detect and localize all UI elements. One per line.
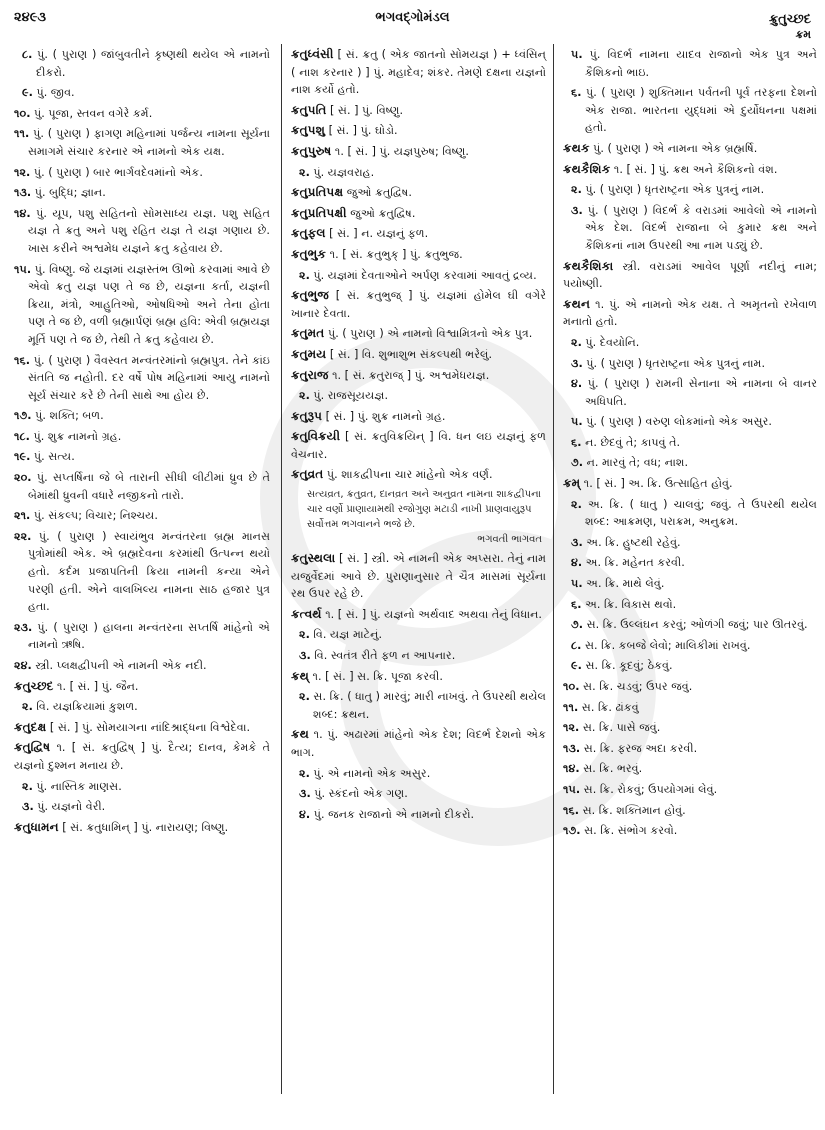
definition-text: પું. એ નામનો એક અસુર. (313, 766, 431, 780)
sense-number: ૨. (571, 497, 582, 511)
dictionary-entry (291, 102, 546, 120)
definition-text: [ સં. ] વિ. શુભાશુભ સંકલ્પથી ભરેલું. (329, 347, 493, 361)
sense-item (14, 698, 270, 716)
sense-number: ૨૦. (14, 471, 32, 485)
dictionary-entry (291, 246, 546, 264)
sense-number: ૩. (22, 800, 34, 814)
definition-text: ૧. [ સં. ] સ. ક્રિ. પૂજા કરવી. (312, 669, 443, 683)
sense-number: ૧૧. (563, 700, 579, 714)
sense-number: ૭. (571, 618, 584, 632)
sense-number: ૮. (22, 48, 33, 61)
definition-text: પું. ( પુરાણ ) વિદર્ભ કે વરાડમાં આવેલો એ નામનો એક દેશ. વિદર્ભ રાજાના બે કુમાર ક્રથ અને કૈશિકનાં નામ ઉપરથી આ નામ પડ્યું છે. (585, 203, 817, 252)
column-3 (563, 46, 817, 843)
sense-number: ૧૪. (14, 206, 31, 220)
sense-item (563, 699, 817, 717)
definition-text: સ. ક્રિ. ચડવું; ઉપર જવું. (583, 680, 693, 693)
definition-text: પું. સ્કંદનો એક ગણ. (314, 787, 408, 801)
sense-number: ૨. (299, 165, 310, 179)
definition-text: [ સં. ક્રતુ ( એક જાતનો સોમયજ્ઞ ) + ધ્વંસિન્ ( નાશ કરનાર ) ] પું. મહાદેવ; શંકર. તેમણે દક્ષના યજ્ઞનો નાશ કર્યો હતો. (291, 48, 547, 97)
sense-number: ૩. (571, 356, 583, 370)
definition-text: પું. શાકદ્વીપના ચાર માંહેનો એક વર્ણ. (326, 468, 493, 482)
column-divider (281, 44, 282, 1094)
sense-number: ૧૦. (563, 680, 580, 693)
dictionary-entry (291, 143, 546, 161)
sense-item (563, 760, 817, 778)
dictionary-entry (291, 668, 546, 686)
headword: ક્રથ્ (291, 668, 309, 683)
dictionary-entry (291, 225, 546, 243)
sense-number: ૧૨. (563, 721, 580, 735)
definition-text: [ સં. ક્રતુવિક્રયિન્ ] વિ. ધન લઇ યજ્ઞનું ફળ વેચનાર. (291, 430, 546, 461)
definition-text: જુઓ ક્રતુદ્વિષ. (350, 206, 416, 220)
headword: ક્રતુભુક (291, 246, 327, 261)
sense-item (291, 164, 546, 182)
sense-item (291, 647, 546, 665)
sense-item (291, 387, 546, 405)
sense-item (14, 105, 270, 123)
sense-item (14, 507, 270, 525)
sense-item (14, 84, 270, 102)
definition-text: પું. ( પુરાણ ) ધૃતરાષ્ટ્રના એક પુત્રનું નામ. (585, 183, 765, 197)
definition-text: પું. ( પુરાણ ) એ નામના એક બ્રહ્મર્ષિ. (593, 141, 758, 155)
dictionary-entry (291, 287, 546, 322)
sense-item (14, 352, 270, 405)
sense-number: ૫. (571, 577, 583, 591)
definition-text: [ સં. ] પું. ઘોડો. (328, 124, 398, 138)
definition-text: અ. ક્રિ. માથે લેવું. (586, 577, 665, 591)
sense-item (563, 434, 817, 452)
headword: ક્રતુમત (291, 326, 325, 341)
sense-number: ૧૫. (563, 782, 581, 796)
headword: ક્રતુધ્વંસી (291, 47, 334, 61)
headword: ક્રતુફલ (291, 226, 326, 241)
sense-item (563, 202, 817, 255)
sense-number: ૨. (22, 700, 33, 714)
definition-text: ૧. [ સં. ક્રતુદ્વિષ્ ] પું. દૈત્ય; દાનવ, કેમકે તે યજ્ઞનો દુશ્મન મનાય છે. (14, 741, 270, 772)
headword: ક્રમ્ (563, 476, 581, 491)
definition-text: સ. ક્રિ. પાસે જવું. (582, 721, 661, 735)
sense-number: ૨. (571, 335, 582, 349)
definition-text: પું. ( પુરાણ ) એ નામનો વિશ્વામિત્રનો એક પુત્ર. (327, 327, 533, 341)
sense-number: ૩. (299, 787, 311, 801)
column-2 (291, 46, 546, 826)
sense-item (14, 657, 270, 675)
dictionary-entry (563, 161, 817, 179)
definition-text: ૧. [ સં. ] પું. યજ્ઞપુરુષ; વિષ્ણુ. (334, 144, 469, 158)
page-number: ૨૪૯૩ (14, 10, 47, 25)
dictionary-entry (14, 819, 270, 837)
dictionary-entry (291, 550, 546, 603)
sense-number: ૧૧. (14, 127, 30, 141)
sense-number: ૧૭. (563, 824, 581, 838)
dictionary-entry (291, 606, 546, 624)
definition-text: સ. ક્રિ. ઉલ્લંઘન કરવું; ઓળંગી જવું; પાર ઊતરવું. (586, 618, 808, 632)
dictionary-entry (291, 346, 546, 364)
definition-text: પું. યૂપ, પશુ સહિતનો સોમસાધ્ય યજ્ઞ. પશુ સહિત યજ્ઞ તે ક્રતુ અને પશુ રહિત યજ્ઞ તે યજ્ઞ ગણાય છે. ખાસ કરીને અશ્વમેધ યજ્ઞને ક્રતુ કહેવાય છે. (28, 206, 270, 255)
definition-text: સ. ક્રિ. કબજે લેવો; માલિકીમાં રાખવું. (584, 638, 751, 652)
definition-text: પું. દેવયોનિ. (585, 335, 640, 349)
headword: ક્રતુમય (291, 346, 327, 361)
citation-quote (291, 487, 546, 547)
headword: ક્રતુપુરુષ (291, 143, 332, 158)
dictionary-entry (563, 258, 817, 293)
dictionary-entry (291, 205, 546, 223)
quote-text: સત્યવ્રત, ક્રતુવ્રત, દાનવ્રત અને અનુવ્રત નામના શાકદ્વીપના ચાર વર્ણો પ્રાણાયામથી રજોગુણ મટાડી નાખી પ્રાણવાયુરૂપ સર્વોત્તમ ભગવાનને ભજે છે. (307, 489, 541, 531)
definition-text: ૧. [ સં. ] અ. ક્રિ. ઉત્સાહિત હોવું. (583, 477, 733, 491)
sense-number: ૧૨. (14, 165, 31, 179)
dictionary-entry (563, 475, 817, 493)
sense-item (14, 184, 270, 202)
sense-item (14, 407, 270, 425)
headword: ક્રતુપ્રતિપક્ષી (291, 205, 347, 220)
column-1 (14, 46, 270, 839)
sense-number: ૪. (571, 377, 583, 391)
definition-text: પું. જીવ. (36, 86, 75, 100)
sense-number: ૨૩. (14, 620, 33, 634)
dictionary-entry (291, 325, 546, 343)
definition-text: અ. ક્રિ. મહેનત કરવી. (585, 556, 685, 570)
sense-item (14, 798, 270, 816)
headword: ક્રત્વર્થ (291, 606, 322, 621)
definition-text: [ સં. ] પું. સોમયાગના નાંદિશ્રાદ્ધના વિશ્વેદેવા. (49, 720, 251, 734)
definition-text: પું. રાજસૂયયજ્ઞ. (313, 389, 389, 403)
sense-number: ૬. (571, 597, 582, 611)
sense-item (14, 448, 270, 466)
sense-number: ૧૦. (14, 106, 31, 120)
sense-number: ૮. (571, 638, 582, 652)
sense-number: ૩. (571, 535, 583, 549)
definition-text: જુઓ ક્રતુદ્વિષ. (346, 186, 412, 200)
sense-item (563, 46, 817, 81)
sense-item (291, 267, 546, 285)
sense-item (14, 164, 270, 182)
headword: ક્રથ (291, 727, 309, 742)
definition-text: પું. સપ્તર્ષિના જે બે તારાની સીધી લીટીમાં ધ્રુવ છે તે બેમાંથી ધ્રુવની વધારે નજીકનો તારો. (28, 471, 270, 502)
sense-item (14, 528, 270, 616)
sense-number: ૨. (299, 389, 310, 403)
definition-text: સ. ક્રિ. સંભોગ કરવો. (584, 824, 678, 838)
headword: ક્રતુભુજ (291, 288, 329, 303)
sense-number: ૯. (22, 86, 33, 100)
definition-text: પું. યજ્ઞનો વેરી. (37, 800, 106, 814)
definition-text: સ્ત્રી. વરાડમાં આવેલ પૂર્ણા નદીનું નામ; પયોષ્ણી. (563, 259, 817, 291)
sense-item (563, 596, 817, 614)
definition-text: પું. નાસ્તિક માણસ. (36, 779, 122, 793)
sense-item (563, 454, 817, 472)
definition-text: પું. વિદર્ભ નામના યાદવ રાજાનો એક પુત્ર અને કૈશિકનો ભાઇ. (585, 48, 817, 79)
sense-item (14, 261, 270, 349)
definition-text: [ સં. ] ન. યજ્ઞનું ફળ. (329, 227, 429, 241)
dictionary-entry (291, 408, 546, 426)
definition-text: વિ. યજ્ઞક્રિયામાં કુશળ. (36, 700, 138, 714)
definition-text: [ સં. ક્રતુધામિન્ ] પું. નારાયણ; વિષ્ણુ. (62, 820, 229, 834)
sense-item (14, 125, 270, 160)
sense-number: ૫. (571, 48, 583, 61)
dictionary-entry (291, 46, 546, 99)
sense-item (291, 765, 546, 783)
dictionary-entry (291, 367, 546, 385)
definition-text: પું. ( પુરાણ ) વૈવસ્વત મન્વંતરમાંનો બ્રહ્મપુત્ર. તેને કાંઇ સંતતિ જ નહોતી. દર વર્ષે પોષ મહિનામાં આયુ નામનો સૂર્ય સંચાર કરે છે તેની સાથે આ હોય છે. (28, 353, 270, 402)
sense-item (563, 496, 817, 531)
sense-number: ૪. (299, 807, 311, 821)
definition-text: પું. ( પુરાણ ) હાલના મન્વંતરના સપ્તર્ષિ માંહેનો એ નામનો ઋષિ. (28, 620, 270, 652)
sense-item (563, 334, 817, 352)
sense-item (563, 781, 817, 799)
sense-item (563, 657, 817, 675)
sense-item (563, 802, 817, 820)
sense-item (14, 469, 270, 504)
dictionary-entry (14, 719, 270, 737)
definition-text: ૧. [ સં. ] પું. જૈન. (57, 679, 139, 693)
sense-item (563, 740, 817, 758)
definition-text: સ. ક્રિ. ફરજ અદા કરવી. (583, 741, 698, 755)
sense-item (563, 719, 817, 737)
headword: ક્રતુરૂપ (291, 408, 323, 423)
definition-text: પું. ( પુરાણ ) રામની સેનાના એ નામના બે વાનર અધિપતિ. (585, 377, 817, 408)
sense-number: ૨. (299, 690, 310, 704)
definition-text: અ. ક્રિ. હુષ્ટથી રહેવું. (586, 535, 681, 549)
sense-number: ૧૬. (14, 353, 30, 367)
sense-item (563, 413, 817, 431)
definition-text: ન. છેદવું તે; કાપવું તે. (585, 435, 681, 449)
page-header (0, 4, 825, 44)
quote-source: ભગવતી ભાગવત (477, 534, 542, 546)
sense-item (563, 616, 817, 634)
sense-number: ૨. (571, 183, 582, 197)
definition-text: પું. સંકલ્પ; વિચાર; નિશ્ચય. (33, 509, 158, 523)
sense-number: ૧૭. (14, 409, 32, 423)
headword: ક્રતુવિક્રયી (291, 429, 341, 444)
sense-number: ૨. (299, 628, 310, 642)
definition-text: પું. ( પુરાણ ) બાર ભાર્ગવદેવમાંનો એક. (33, 165, 203, 179)
definition-text: સ. ક્રિ. રોકવું; ઉપયોગમાં લેવું. (583, 782, 718, 796)
headword: ક્રતુરાજ (291, 367, 329, 382)
definition-text: પું. ( પુરાણ ) ફાગણ મહિનામાં પર્જન્ય નામના સૂર્યના સમાગમે સંચાર કરનાર એ નામનો એક યક્ષ. (28, 127, 270, 158)
definition-text: પું. શક્તિ; બળ. (35, 409, 104, 423)
sense-number: ૨૨. (14, 529, 32, 543)
dictionary-entry (291, 122, 546, 140)
sense-item (563, 375, 817, 410)
dictionary-entry (291, 726, 546, 761)
sense-number: ૧૩. (14, 186, 32, 200)
sense-number: ૧૪. (563, 762, 580, 776)
definition-text: ૧. [ સં. ] પું. ક્રથ અને કૈશિકનો વંશ. (613, 162, 778, 176)
sense-number: ૩. (571, 203, 583, 217)
sense-item (563, 637, 817, 655)
definition-text: પું. ( પુરાણ ) જાંબુવતીને કૃષ્ણથી થયેલ એ નામનો દીકરો. (36, 48, 270, 79)
definition-text: વિ. સ્વતંત્ર રીતે ફળ ન આપનાર. (314, 649, 456, 663)
sense-item (563, 554, 817, 572)
sense-item (563, 575, 817, 593)
sense-number: ૧૯. (14, 450, 31, 464)
definition-text: પું. યજ્ઞવરાહ. (313, 165, 375, 179)
headword: ક્રથન (563, 296, 591, 311)
definition-text: [ સં. ] પું. શુક્ર નામનો ગ્રહ. (325, 409, 446, 423)
definition-text: ૧. [ સં. ક્રતુભુક્ ] પું. ક્રતુભુજ. (329, 247, 463, 261)
sense-item (563, 678, 817, 696)
sense-number: ૧૮. (14, 429, 30, 443)
dictionary-entry (563, 296, 817, 331)
sense-item (563, 822, 817, 840)
definition-text: સ. ક્રિ. કૂદવું; ઠેકવું. (585, 659, 673, 673)
sense-number: ૧૫. (14, 262, 32, 276)
sense-number: ૩. (299, 649, 311, 663)
sense-item (14, 46, 270, 81)
headword: ક્રતુસ્થલા (291, 551, 336, 566)
sense-number: ૬. (571, 435, 582, 449)
definition-text: પું. ( પુરાણ ) વરુણ લોકમાંનો એક અસુર. (586, 415, 772, 429)
headword: ક્રતુદ્વિષ (14, 740, 51, 755)
definition-text: પું. વિષ્ણુ. જે યજ્ઞમાં યજ્ઞસ્તંભ ઊભો કરવામાં આવે છે એવો ક્રતુ યજ્ઞ પણ તે જ છે, યજ્ઞના કર્તા, યજ્ઞની ક્રિયા, મંત્રો, આહુતિઓ, ઓષધિઓ અને તેના હોતા પણ તે જ છે, વળી બ્રહ્માર્પણં બ્રહ્મ હવિ: એવી બ્રહ્મયજ્ઞ મૂર્તિ પણ તે જ છે, તેથી તે ક્રતુ કહેવાય છે. (28, 262, 270, 346)
headword: ક્રતુચ્છદ (14, 678, 54, 693)
sense-item (291, 688, 546, 723)
sense-item (291, 626, 546, 644)
dictionary-entry (291, 466, 546, 484)
sense-number: ૪. (571, 556, 583, 570)
headword: ક્રતુપ્રતિપક્ષ (291, 185, 344, 200)
definition-text: [ સં. ક્રતુભુજ્ ] પું. યજ્ઞમાં હોમેલ ઘી વગેરે ખાનાર દેવતા. (291, 289, 546, 320)
sense-item (563, 84, 817, 137)
definition-text: અ. ક્રિ. ( ધાતુ ) ચાલવું; જવું. તે ઉપરથી થયેલ શબ્દ: આક્રમણ, પરાક્રમ, અનુક્રમ. (585, 497, 817, 529)
definition-text: પું. ( પુરાણ ) ધૃતરાષ્ટ્રના એક પુત્રનું નામ. (586, 356, 765, 370)
dictionary-entry (14, 739, 270, 774)
dictionary-entry (14, 678, 270, 696)
definition-text: [ સં. ] સ્ત્રી. એ નામની એક અપ્સરા. તેનું નામ યજુર્વેદમાં આવે છે. પુરાણાનુસાર તે ચૈત્ર માસમાં સૂર્યના રથ ઉપર રહે છે. (291, 552, 546, 601)
sense-item (14, 428, 270, 446)
headword: ક્રથક (563, 140, 590, 155)
headword: ક્રથકૈશિક (563, 161, 611, 176)
dictionary-entry (563, 140, 817, 158)
definition-text: ૧. પું. એ નામનો એક યક્ષ. તે અમૃતનો રખેવાળ મનાતો હતો. (563, 297, 817, 329)
definition-text: સ. ક્રિ. ઢાંકવું (581, 700, 639, 714)
sense-number: ૨. (299, 766, 310, 780)
sense-number: ૭. (571, 456, 584, 470)
headword: ક્રતુપતિ (291, 102, 327, 117)
sense-number: ૫. (571, 415, 583, 429)
definition-text: ૧. [ સં. ] પું. યજ્ઞનો અર્થવાદ અથવા તેનું વિધાન. (325, 607, 542, 621)
definition-text: ૧. [ સં. ક્રતુરાજ્ ] પું. અશ્વમેધયજ્ઞ. (332, 368, 490, 382)
headword: ક્રતુપશુ (291, 123, 325, 138)
dictionary-entry (291, 184, 546, 202)
definition-text: સ. ક્રિ. શક્તિમાન હોવું. (582, 803, 686, 817)
book-title: ભગવદ્ગોમંડલ (375, 10, 450, 25)
sense-item (563, 355, 817, 373)
sense-number: ૧૩. (563, 741, 581, 755)
definition-text: પું. શુક્ર નામનો ગ્રહ. (33, 429, 122, 443)
sense-item (14, 778, 270, 796)
guide-word-first: ક્રુતુચ્છદ (768, 12, 811, 27)
sense-item (563, 181, 817, 199)
sense-number: ૯. (571, 659, 582, 673)
headword: ક્રથકૈશિકા (563, 258, 614, 273)
sense-number: ૬. (571, 86, 582, 100)
sense-item (291, 785, 546, 803)
definition-text: પું. યજ્ઞમાં દેવતાઓને અર્પણ કરવામાં આવતું દ્રવ્ય. (313, 268, 537, 282)
headword: ક્રતુદક્ષ (14, 719, 47, 734)
definition-text: ૧. પું. અઢારમાં માંહેનો એક દેશ; વિદર્ભ દેશનો એક ભાગ. (291, 728, 546, 759)
definition-text: સ. ક્રિ. ભરવું. (583, 762, 643, 776)
definition-text: પું. ( પુરાણ ) શુક્તિમાન પર્વતની પૂર્વ તરફના દેશનો એક રાજા. ભારતના યુદ્ધમાં એ દુર્યોધનના પક્ષમાં હતો. (585, 86, 817, 135)
dictionary-entry (291, 428, 546, 463)
sense-item (291, 806, 546, 824)
sense-number: ૨. (22, 779, 33, 793)
sense-item (563, 534, 817, 552)
sense-number: ૧૬. (563, 803, 579, 817)
definition-text: વિ. યજ્ઞ માટેનું. (313, 628, 382, 642)
sense-item (14, 619, 270, 654)
definition-text: પું. પૂજા, સ્તવન વગેરે કર્મ. (34, 106, 153, 120)
sense-number: ૨૪. (14, 659, 32, 672)
sense-number: ૨. (299, 268, 310, 282)
guide-word-last: ક્રમ (795, 28, 811, 41)
headword: ક્રતુધામન (14, 819, 59, 834)
headword: ક્રતુવ્રત (291, 467, 324, 482)
definition-text: પું. જનક રાજાનો એ નામનો દીકરો. (313, 807, 475, 821)
sense-item (14, 205, 270, 258)
definition-text: સ્ત્રી. પ્લક્ષદ્વીપની એ નામની એક નદી. (35, 659, 207, 672)
definition-text: [ સં. ] પું. વિષ્ણુ. (330, 103, 404, 117)
definition-text: અ. ક્રિ. વિકાસ થવો. (585, 597, 677, 611)
definition-text: સ. ક્રિ. ( ધાતુ ) મારવું; મારી નાખવું. તે ઉપરથી થયેલ શબ્દ: ક્રથન. (313, 690, 546, 721)
definition-text: પું. બુદ્ધિ; જ્ઞાન. (34, 186, 106, 200)
sense-number: ૨૧. (14, 509, 31, 523)
column-divider (553, 44, 554, 1094)
definition-text: પું. સત્ય. (33, 450, 75, 464)
definition-text: ન. મારવું તે; વધ; નાશ. (586, 456, 688, 470)
definition-text: પું. ( પુરાણ ) સ્વાયંભુવ મન્વંતરના બ્રહ્મ માનસ પુત્રોમાંથી એક. એ બ્રહ્મદેવના કરમાંથી ઉત્પન્ન થયો હતો. કર્દમ પ્રજાપતિની ક્રિયા નામની કન્યા એને પરણી હતી. એને વાલખિલ્ય નામના સાઠ હજાર પુત્ર હતા. (28, 529, 271, 614)
